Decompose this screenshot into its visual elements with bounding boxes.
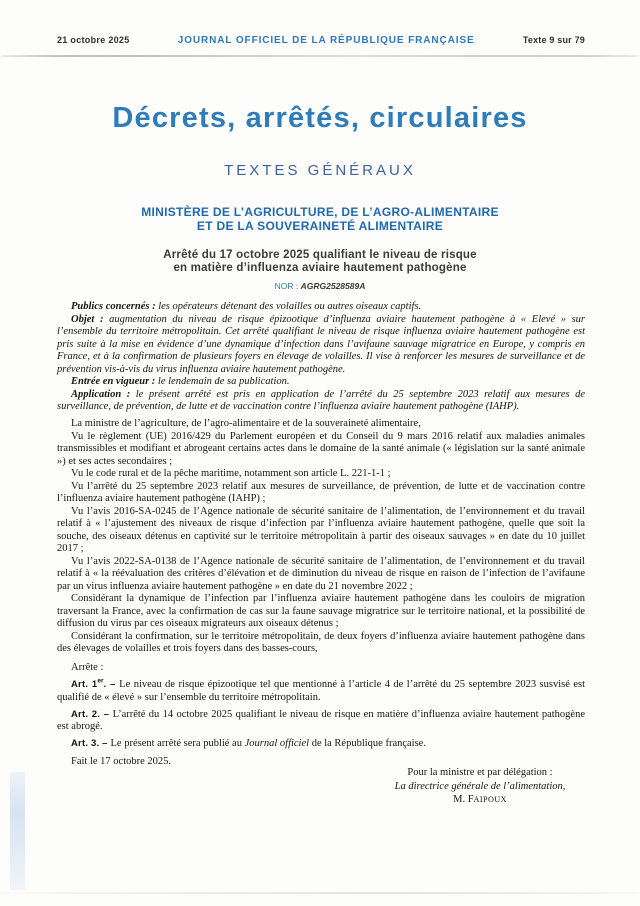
signature-block	[330, 766, 630, 807]
preamble-visa-avis-2016: Vu l’avis 2016-SA-0245 de l’Agence nationale de sécurité sanitaire de l’alimentation, de l’environnement et du travail relatif à « l’ajustement des niveaux de risque d’infection par l’influenza aviaire hautement pathogène, quelle que soit la souche, des oiseaux détenus en captivité sur le territoire métropolitain à partir des oiseaux sauvages » en date du 10 juillet 2017 ;	[57, 505, 585, 554]
summary-entree-en-vigueur	[57, 376, 585, 389]
summary-lead: Objet :	[71, 313, 110, 325]
nor-line	[0, 281, 640, 291]
article-1-label-sep: . –	[103, 679, 120, 690]
summary-lead: Application :	[71, 388, 136, 400]
scan-artifact-strip	[10, 772, 25, 890]
summary-lead: Publics concernés :	[71, 301, 159, 312]
fait-line: Fait le 17 octobre 2025.	[71, 756, 172, 767]
main-title: Décrets, arrêtés, circulaires	[112, 102, 528, 134]
preamble-considerant-dynamique: Considérant la dynamique de l’infection par l’influenza aviaire hautement pathogène dans les couloirs de migration traversant la France, avec la confirmation de cas sur la faune sauvage migratrice sur le territoire national, et la possibilité de diffusion du virus par ces oiseaux migrateurs aux oiseaux détenus ;	[57, 593, 585, 629]
summary-objet	[57, 314, 585, 377]
page-header	[57, 35, 585, 46]
article-2-text: L’arrêté du 14 octobre 2025 qualifiant le niveau de risque en matière d’influenza aviaire hautement pathogène est abrogé.	[57, 708, 585, 732]
summary-application	[57, 389, 585, 414]
summary-text: le présent arrêté est pris en application de l’arrêté du 25 septembre 2023 relatif aux mesures de surveillance, de prévention, de lutte et de vaccination contre l’influenza aviaire hautement pathogène (IAHP).	[57, 388, 586, 412]
subject-line-1: Arrêté du 17 octobre 2025 qualifiant le niveau de risque	[163, 249, 477, 261]
preamble-minister: La ministre de l’agriculture, de l’agro-alimentaire et de la souveraineté alimentaire,	[71, 418, 421, 429]
header-rule	[0, 55, 640, 57]
nor-value: AGRG2528589A	[300, 281, 366, 291]
header-date: 21 octobre 2025	[57, 35, 130, 45]
decree-body	[57, 301, 585, 769]
summary-text: les opérateurs détenant des volailles ou autres oiseaux captifs.	[158, 301, 422, 312]
preamble-visa-code-rural: Vu le code rural et de la pêche maritime, notamment son article L. 221-1-1 ;	[71, 468, 391, 479]
journal-title: JOURNAL OFFICIEL DE LA RÉPUBLIQUE FRANÇAISE	[177, 35, 475, 46]
article-1-label-sup: er	[97, 677, 104, 685]
article-3-text-end: de la République française.	[309, 738, 426, 749]
summary-text: augmentation du niveau de risque épizootique d’influenza aviaire hautement pathogène à « Elevé » sur l’ensemble du territoire métropolitain. Cet arrêté qualifiant le niveau de risque influenza aviaire hautement pathogène est pris suite à la mise en évidence d’une dynamique d’infection dans l’avifaune sauvage migratrice en Europe, y compris en France, et à la confirmation de plusieurs foyers en élevage de volailles. Il vise à renforcer les mesures de surveillance et de prévention vis-à-vis du virus influenza aviaire hautement pathogène.	[57, 313, 586, 375]
article-1-label: Art. 1	[71, 679, 98, 690]
summary-publics-concernes	[57, 301, 585, 314]
text-reference: Texte 9 sur 79	[522, 35, 585, 45]
article-1-text: Le niveau de risque épizootique tel que mentionné à l’article 4 de l’arrêté du 25 septembre 2023 susvisé est qualifié de « élevé » sur l’ensemble du territoire métropolitain.	[57, 679, 586, 703]
article-3	[57, 738, 585, 751]
article-2-label-sep: . –	[97, 708, 113, 720]
ministry-line-2: ET DE LA SOUVERAINETÉ ALIMENTAIRE	[196, 218, 444, 233]
article-3-text: Le présent arrêté sera publié au	[110, 738, 245, 749]
article-3-text-italic: Journal officiel	[244, 738, 310, 749]
preamble-visa-avis-2022: Vu l’avis 2022-SA-0138 de l’Agence nationale de sécurité sanitaire de l’alimentation, de l’environnement et du travail relatif à « la réévaluation des critères d’élévation et de diminution du niveau de risque en raison de l’infection de l’avifaune par un virus influenza aviaire hautement pathogène » en date du 21 novembre 2022 ;	[57, 555, 585, 592]
page-bottom-shadow	[0, 892, 640, 894]
article-1	[57, 679, 585, 704]
ministry-line-1: MINISTÈRE DE L’AGRICULTURE, DE L’AGRO-ALIMENTAIRE	[141, 205, 499, 219]
article-2-label: Art. 2	[71, 708, 98, 720]
signature-delegation: Pour la ministre et par délégation :	[407, 767, 553, 778]
enacting-formula: Arrête :	[71, 661, 104, 673]
signature-name-initial: M. F	[453, 794, 474, 805]
summary-lead: Entrée en vigueur :	[71, 376, 158, 387]
decree-subject-title	[0, 249, 640, 275]
signature-name-caps: AIPOUX	[473, 795, 507, 804]
article-3-label-sep: . –	[96, 738, 111, 749]
preamble-considerant-confirmation: Considérant la confirmation, sur le territoire métropolitain, de deux foyers d’influenza aviaire hautement pathogène dans des élevages de volailles et trois foyers dans des basses-cours,	[57, 630, 585, 654]
article-3-label: Art. 3	[71, 738, 97, 749]
section-title: TEXTES GÉNÉRAUX	[224, 162, 416, 179]
preamble-visa-reglement: Vu le règlement (UE) 2016/429 du Parlement européen et du Conseil du 9 mars 2016 relatif aux maladies animales transmissibles et modifiant et abrogeant certains actes dans le domaine de la santé animale (« législation sur la santé animale ») et ses actes secondaires ;	[57, 430, 585, 467]
preamble-visa-arrete-2023: Vu l’arrêté du 25 septembre 2023 relatif aux mesures de surveillance, de prévention, de lutte et de vaccination contre l’influenza aviaire hautement pathogène (IAHP) ;	[57, 480, 585, 504]
ministry-heading	[0, 206, 640, 233]
nor-label: NOR :	[274, 281, 301, 291]
subject-line-2: en matière d’influenza aviaire hautement pathogène	[173, 262, 467, 274]
signature-name	[330, 793, 630, 807]
summary-text: le lendemain de sa publication.	[157, 376, 290, 387]
signature-role: La directrice générale de l’alimentation,	[394, 780, 566, 792]
article-2	[57, 709, 585, 734]
